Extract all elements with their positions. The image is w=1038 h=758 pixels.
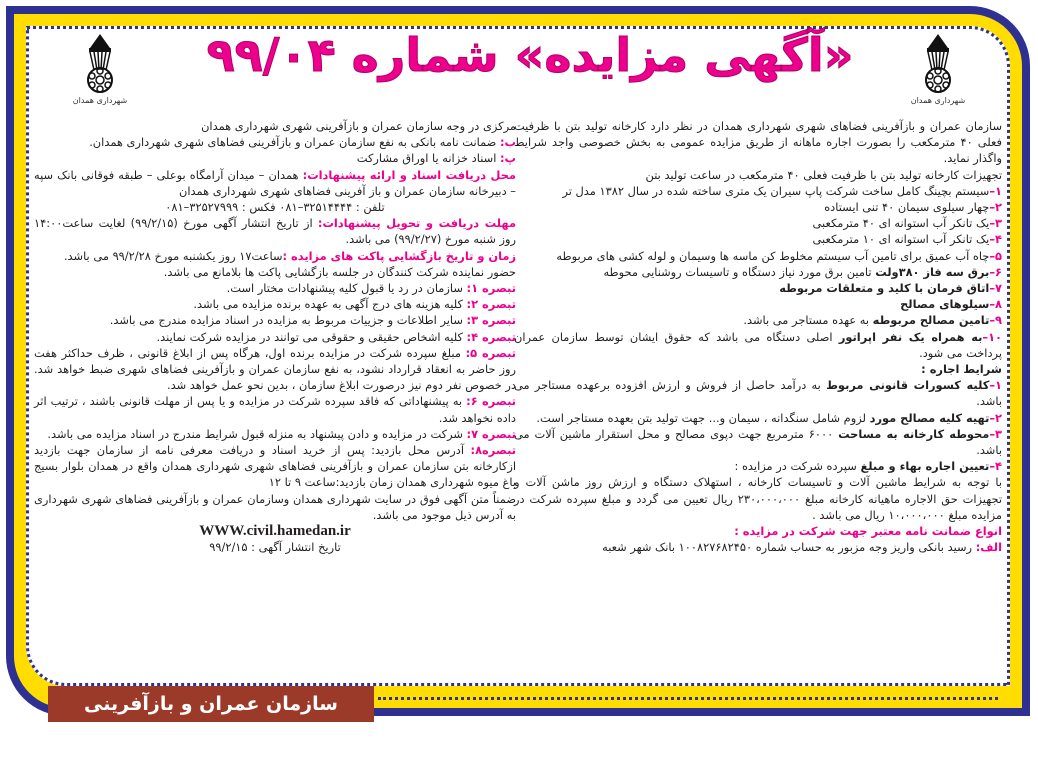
- lease-heading: شرایط اجاره :: [921, 362, 1002, 377]
- equipment-item: ۱–سیستم بچینگ کامل ساخت شرکت پاپ سیران یک متری ساخته شده در سال ۱۳۸۲ مدل تر: [562, 183, 1002, 198]
- municipality-emblem-icon: [918, 34, 958, 94]
- page-title: «آگهی مزایده» شماره ۹۹/۰۴: [206, 28, 854, 82]
- note-item: تبصره ۴: کلیه اشخاص حقیقی و حقوقی می توانند در مزایده شرکت نمایند.: [156, 329, 516, 344]
- guarantee-heading: انواع ضمانت نامه معتبر جهت شرکت در مزایده :: [734, 524, 1002, 539]
- equipment-item: ۵–چاه آب عمیق برای تامین آب سیستم مخلوط کن ماسه ها وسیمان و لوله کشی های مربوطه: [556, 248, 1002, 263]
- lease-item: ۱–کلیه کسورات قانونی مربوط به درآمد حاصل از فروش و ارزش افزوده برعهده مستاجر می باشد.: [514, 378, 1002, 409]
- equipment-item: ۳–یک تانکر آب استوانه ای ۴۰ مترمکعبی: [812, 216, 1002, 231]
- lease-item: ۴–تعیین اجاره بهاء و مبلغ سپرده شرکت در مزایده :: [734, 459, 1002, 474]
- note-item: تبصره ۳: سایر اطلاعات و جزییات مربوط به مزایده در اسناد مزایده مندرج می باشد.: [109, 313, 516, 328]
- footer-banner: سازمان عمران و بازآفرینی فضاهای شهری شهرداری همدان: [48, 686, 374, 722]
- left-column: [34, 118, 516, 555]
- lease-item: ۳–محوطه کارخانه به مساحت ۶۰۰۰ مترمربع جهت دپوی مصالح و محل استقرار ماشین آلات می باشد.: [514, 426, 1002, 458]
- guarantee-b: ب: ضمانت نامه بانکی به نفع سازمان عمران و بازآفرینی فضاهای شهری شهرداری همدان.: [89, 135, 516, 150]
- right-column: [514, 118, 1002, 555]
- equipment-item: ۱۰–به همراه یک نفر اپراتور اصلی دستگاه می باشد که حقوق ایشان توسط سازمان عمران پرداخت می شود.: [514, 329, 1002, 360]
- logo-left: [60, 34, 140, 105]
- municipality-emblem-icon: [80, 34, 120, 94]
- equipment-item: ۴–یک تانکر آب استوانه ای ۱۰ مترمکعبی: [812, 232, 1002, 247]
- publish-date: تاریخ انتشار آگهی : ۹۹/۲/۱۵: [209, 540, 341, 555]
- opening-info: زمان و تاریخ بازگشایی پاکت های مزایده :ساعت۱۷ روز یکشنبه مورخ ۹۹/۲/۲۸ می باشد.: [63, 248, 516, 263]
- attendance-note: حضور نماینده شرکت کنندگان در جلسه بازگشایی پاکت ها بلامانع می باشد.: [163, 264, 516, 279]
- phone-fax: تلفن : ۳۲۵۱۴۴۴۴–۰۸۱ فکس : ۳۲۵۲۷۹۹۹–۰۸۱: [165, 200, 385, 215]
- equipment-item: ۹–تامین مصالح مربوطه به عهده مستاجر می باشد.: [743, 313, 1002, 328]
- logo-right: [898, 34, 978, 105]
- equipment-item: ۷–اتاق فرمان با کلید و متعلقات مربوطه: [779, 281, 1002, 296]
- note-item: تبصره ۵: مبلغ سپرده شرکت در مزایده برنده اول، هرگاه پس از ابلاغ قانونی ، ظرف حداکثر هفت روز حاضر به انعقاد قرارداد نشود، به نفع سازمان عمران و بازآفرینی فضاهای شهری ضبط خواهد شد. در خصوص نفر دوم نیز درصورت ابلاغ سازمان ، بدین نحو عمل خواهد شد.: [34, 345, 516, 393]
- logo-caption: شهرداری همدان: [72, 96, 128, 105]
- note-item: تبصره ۶: به پیشنهاداتی که فاقد سپرده شرکت در مزایده و یا پس از مهلت قانونی باشند ، ترتیب اثر داده نخواهد شد.: [34, 394, 516, 425]
- guarantee-a: الف: رسید بانکی واریز وجه مزبور به حساب شماره ۱۰۰۸۲۷۶۸۲۴۵۰ بانک شهر شعبه: [602, 540, 1002, 555]
- note-item: تبصره۸: آدرس محل بازدید: پس از خرید اسناد و دریافت معرفی نامه از سازمان جهت بازدید ازکارخانه بتن سازمان عمران و بازآفرینی فضاهای شهری شهرداری همدان واقع در همدان بلوار بسیج باغ میوه شهرداری همدان زمان بازدید:ساعت ۹ تا ۱۲: [34, 443, 516, 490]
- lease-item: ۲–تهیه کلیه مصالح مورد لزوم شامل سنگدانه ، سیمان و... جهت تولید بتن بعهده مستاجر است.: [536, 410, 1002, 425]
- intro-text: سازمان عمران و بازآفرینی فضاهای شهری شهرداری همدان در نظر دارد کارخانه تولید بتن با ظرفیت فعلی ۴۰ مترمکعب را بصورت اجاره ماهانه از طریق مزایده عمومی به بخش خصوصی واجد شرایط واگذار نماید.: [514, 119, 1002, 166]
- note-item: تبصره ۱: سازمان در رد یا قبول کلیه پیشنهادات مختار است.: [226, 281, 516, 296]
- location-info: محل دریافت اسناد و ارائه پیشنهادات: همدان – میدان آرامگاه بوعلی – طبقه فوقانی بانک سپه – دبیرخانه سازمان عمران و باز آفرینی فضاهای شهری شهرداری همدان: [34, 167, 516, 198]
- footer-dotted-line: [378, 697, 998, 700]
- equipment-item: ۶–برق سه فاز ۳۸۰ولت تامین برق مورد نیاز دستگاه و تاسیسات روشنایی محوطه: [603, 264, 1002, 279]
- guarantee-a-continuation: مرکزی در وجه سازمان عمران و بازآفرینی شهری شهرداری همدان: [201, 119, 516, 133]
- guarantee-p: پ: اسناد خزانه یا اوراق مشارکت: [356, 151, 516, 166]
- deadline-info: مهلت دریافت و تحویل پیشنهادات: از تاریخ انتشار آگهی مورخ (۹۹/۲/۱۵) لغایت ساعت۱۴:۰۰ روز شنبه مورخ (۹۹/۲/۲۷) می باشد.: [34, 216, 516, 247]
- website-note: ضمناً متن آگهی فوق در سایت شهرداری همدان وسازمان عمران و بازآفرینی فضاهای شهری شهرداری به آدرس ذیل موجود می باشد.: [34, 491, 516, 522]
- logo-caption: شهرداری همدان: [910, 96, 966, 105]
- equipment-item: ۲–چهار سیلوی سیمان ۴۰ تنی ایستاده: [824, 200, 1002, 215]
- equipment-heading: تجهیزات کارخانه تولید بتن با ظرفیت فعلی ۴۰ مترمکعب در ساعت تولید بتن: [645, 167, 1002, 182]
- equipment-item: ۸–سیلوهای مصالح: [900, 297, 1002, 312]
- website-link[interactable]: WWW.civil.hamedan.ir: [199, 523, 351, 540]
- note-item: تبصره ۷: شرکت در مزایده و دادن پیشنهاد به منزله قبول شرایط مندرج در اسناد مزایده می باشد.: [47, 426, 516, 441]
- note-item: تبصره ۲: کلیه هزینه های درج آگهی به عهده برنده مزایده می باشد.: [193, 297, 516, 312]
- pricing-text: با توجه به شرایط ماشین آلات و تاسیسات کارخانه ، استهلاک دستگاه و ارزش روز ماشن آلات و تجهیزات حق الاجاره ماهیانه کارخانه مبلغ ۲۳۰،۰۰۰،۰۰۰ ریال تعیین می گردد و مبلغ سپرده شرکت در مزایده مبلغ ۱۰،۰۰۰،۰۰۰ ریال می باشد .: [514, 475, 1002, 522]
